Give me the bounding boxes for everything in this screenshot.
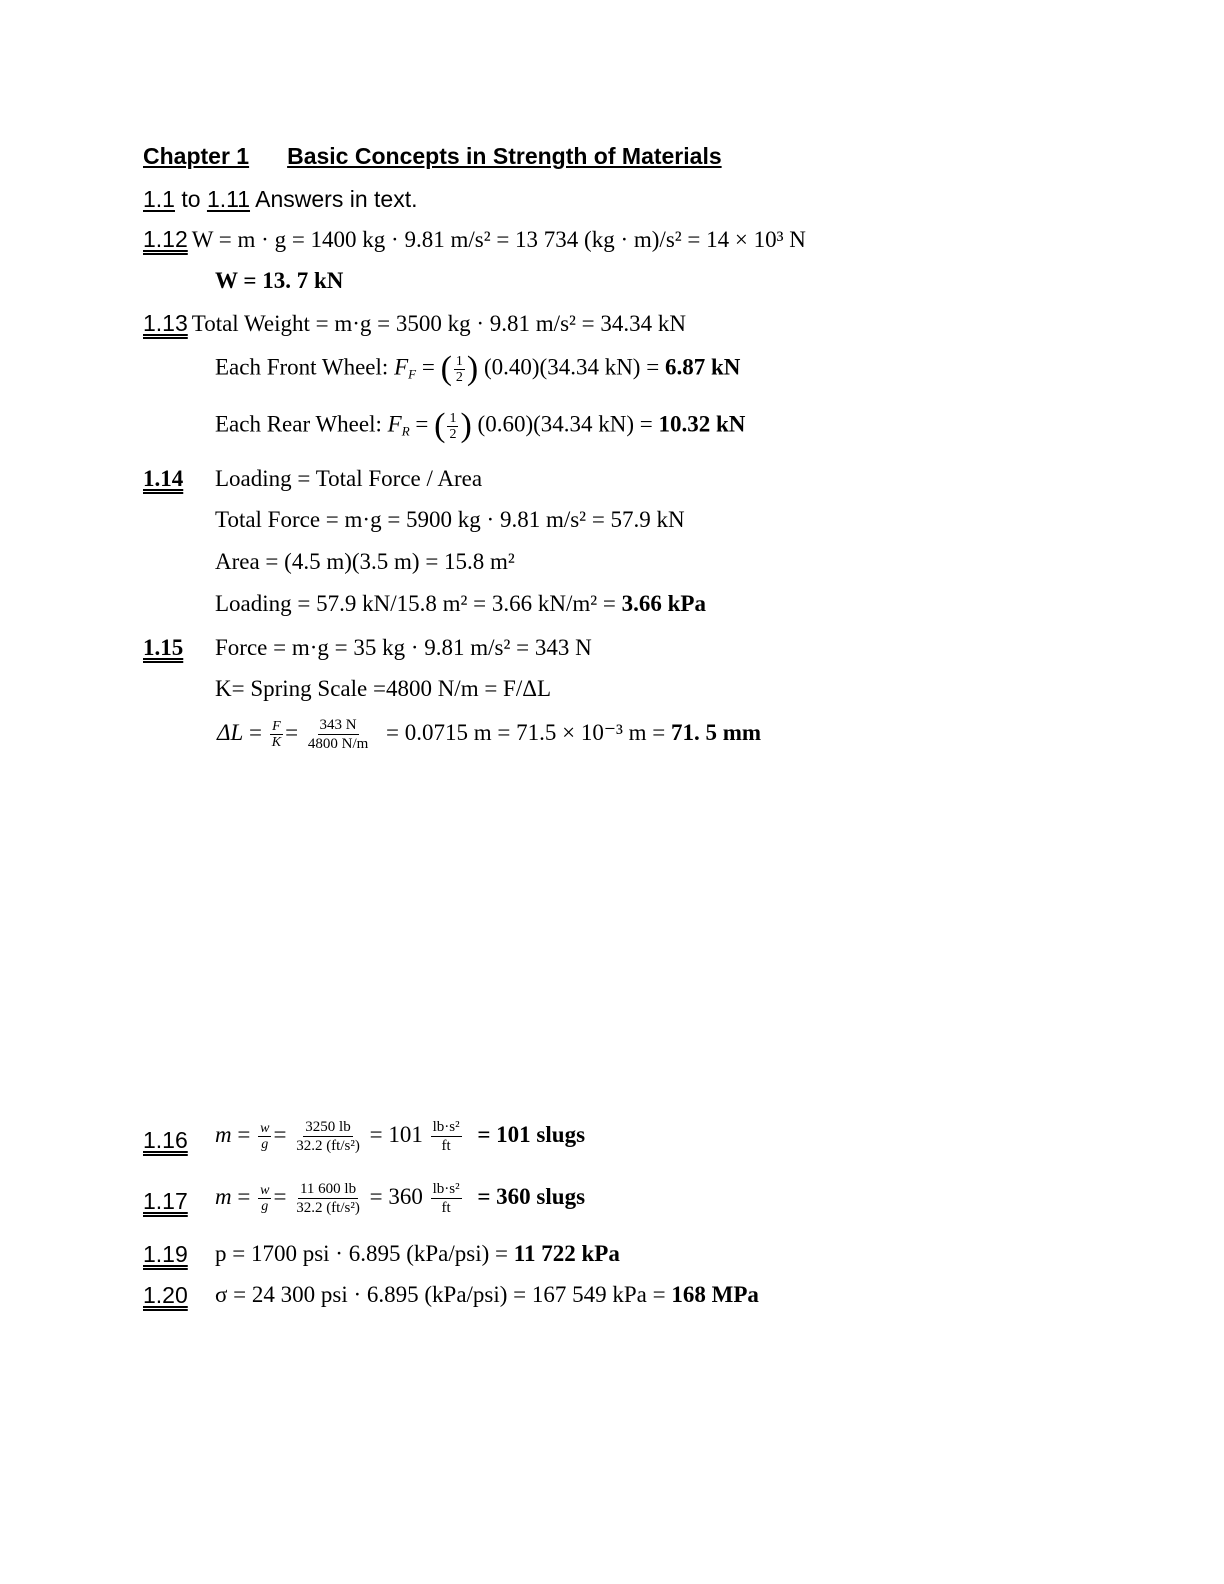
front-wheel-expr: (0.40)(34.34 kN) =	[483, 354, 660, 380]
frac-denominator: K	[271, 735, 282, 750]
mass-1-16-line: m = $\frac{w}{g}$ = $\frac{3250 lb}{\text{32.2 (ft/s²)}}$ = 101 $\frac{\text{lb·s²}}{ft}$ = 101 slugs	[215, 1119, 586, 1154]
problem-number: 1.1	[143, 186, 175, 212]
problem-number: 1.14	[143, 466, 184, 491]
pressure-expr: p = 1700 psi · 6.895 (kPa/psi) =	[215, 1241, 508, 1266]
loading-expr: Loading = 57.9 kN/15.8 m² = 3.66 kN/m² =	[215, 591, 616, 616]
chapter-number: Chapter 1	[143, 143, 250, 169]
chapter-title: Basic Concepts in Strength of Materials	[287, 143, 722, 169]
problem-1-19-line	[143, 1241, 188, 1268]
delta-l-expr: = 0.0715 m = 71.5 × 10⁻³ m =	[386, 719, 666, 745]
pressure-result: 11 722 kPa	[513, 1241, 620, 1266]
frac-numerator: 343 N	[319, 717, 357, 733]
problem-1-17-number	[143, 1188, 188, 1215]
stress-line	[215, 1282, 759, 1308]
loading-line	[215, 591, 706, 617]
equation: W = m · g = 1400 kg · 9.81 m/s² = 13 734 (kg · m)/s² = 14 × 10³ N	[191, 227, 806, 252]
rear-wheel-expr: (0.60)(34.34 kN) =	[477, 411, 653, 437]
equation: Total Weight = m·g = 3500 kg · 9.81 m/s² = 34.34 kN	[191, 311, 686, 336]
chapter-heading	[143, 143, 722, 170]
mass-value: = 101	[369, 1121, 423, 1147]
rear-wheel-line: Each Rear Wheel: $F_R$ = ( $\frac{1}{2}$ ) (0.60)(34.34 kN) = 10.32 kN	[215, 407, 746, 444]
problem-1-15-number	[143, 635, 183, 661]
unit-denominator: ft	[441, 1138, 451, 1154]
force-line: Force = m·g = 35 kg · 9.81 m/s² = 343 N	[215, 635, 592, 660]
frac-numerator: 3250 lb	[305, 1119, 351, 1135]
front-wheel-label: Each Front Wheel:	[215, 354, 389, 380]
total-force-line: Total Force = m·g = 5900 kg · 9.81 m/s² = 57.9 kN	[215, 507, 685, 532]
loading-def-line: Loading = Total Force / Area	[215, 466, 483, 491]
result-line: W = 13. 7 kN	[215, 268, 344, 293]
mass-result: = 101 slugs	[477, 1121, 586, 1147]
problem-number: 1.17	[143, 1188, 188, 1214]
front-wheel-line: Each Front Wheel: $F_F$ = ( $\frac{1}{2}$ ) (0.40)(34.34 kN) = 6.87 kN	[215, 350, 741, 387]
problem-number: 1.19	[143, 1241, 188, 1267]
problem-1-12-line	[143, 226, 806, 253]
frac-denominator: g	[261, 1137, 269, 1152]
spring-scale-line: K= Spring Scale =4800 N/m = F/ΔL	[215, 676, 552, 701]
unit-numerator: lb·s²	[432, 1119, 460, 1135]
frac-numerator: w	[260, 1183, 270, 1198]
mass-value: = 360	[369, 1183, 423, 1209]
pressure-line	[215, 1241, 620, 1267]
problem-1-13-line	[143, 310, 686, 337]
problem-number: 1.13	[143, 310, 188, 336]
delta-l-line: ΔL = $\frac{F}{K}$ = $\frac{343 N}{4800 N/m}$ = 0.0715 m = 71.5 × 10⁻³ m = 71. 5 mm	[217, 717, 762, 752]
frac-numerator: w	[260, 1121, 270, 1136]
unit-denominator: ft	[441, 1200, 451, 1216]
loading-result: 3.66 kPa	[621, 591, 706, 616]
mass-result: = 360 slugs	[477, 1183, 586, 1209]
answers-text: Answers in text.	[255, 186, 418, 212]
problem-1-14-number	[143, 466, 183, 492]
frac-denominator: 4800 N/m	[307, 736, 369, 752]
rear-wheel-result: 10.32 kN	[658, 411, 746, 437]
frac-numerator: F	[272, 719, 281, 734]
unit-numerator: lb·s²	[432, 1181, 460, 1197]
to-text: to	[181, 186, 201, 212]
problem-number: 1.15	[143, 635, 184, 660]
delta-l-result: 71. 5 mm	[670, 719, 762, 745]
problem-number: 1.20	[143, 1282, 188, 1308]
problem-1-1-line	[143, 186, 417, 213]
frac-denominator: 32.2 (ft/s²)	[296, 1200, 360, 1216]
frac-denominator: 32.2 (ft/s²)	[296, 1138, 360, 1154]
rear-wheel-label: Each Rear Wheel:	[215, 411, 382, 437]
problem-number: 1.12	[143, 226, 188, 252]
frac-numerator: 11 600 lb	[299, 1181, 357, 1197]
stress-result: 168 MPa	[671, 1282, 759, 1307]
front-wheel-result: 6.87 kN	[664, 354, 741, 380]
frac-denominator: g	[261, 1199, 269, 1214]
problem-1-20-line	[143, 1282, 188, 1309]
problem-number: 1.11	[206, 186, 251, 212]
area-line: Area = (4.5 m)(3.5 m) = 15.8 m²	[215, 549, 515, 574]
mass-1-17-line: m = $\frac{w}{g}$ = $\frac{11 600 lb}{\text{32.2 (ft/s²)}}$ = 360 $\frac{\text{lb·s²}}{ft}$ = 360 slugs	[215, 1181, 586, 1216]
problem-1-16-number	[143, 1127, 188, 1154]
stress-expr: σ = 24 300 psi · 6.895 (kPa/psi) = 167 549 kPa =	[215, 1282, 666, 1307]
problem-number: 1.16	[143, 1127, 188, 1153]
